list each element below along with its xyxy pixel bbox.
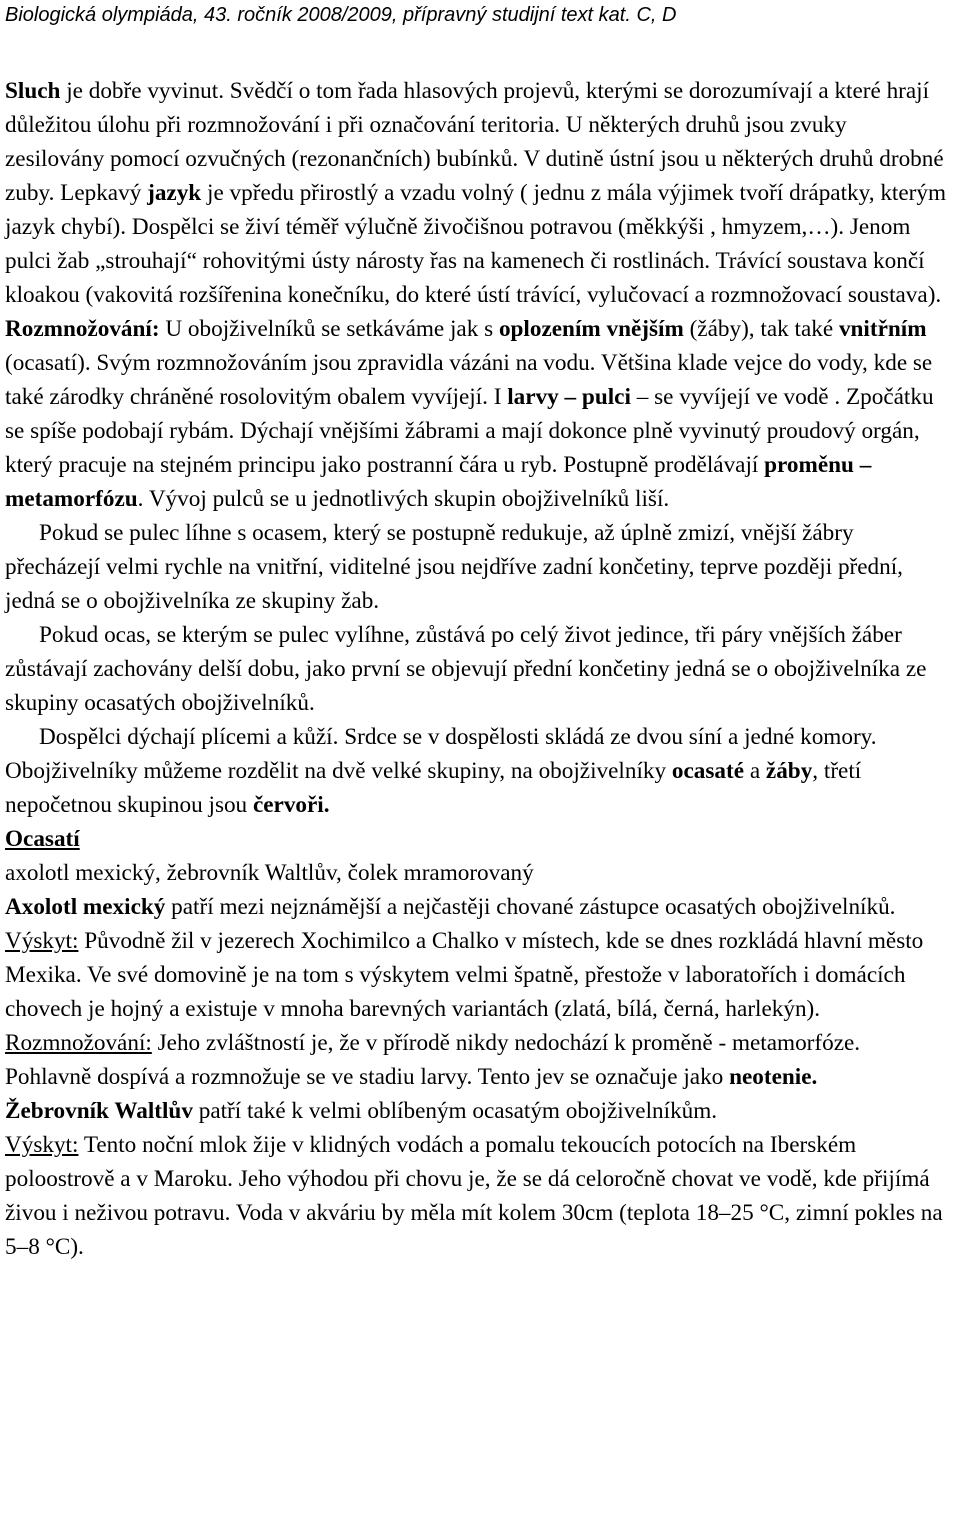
zebrovnik-intro: Žebrovník Waltlův patří také k velmi oblíbeným ocasatým obojživelníkům.	[5, 1098, 718, 1124]
species-list: axolotl mexický, žebrovník Waltlův, čolek mramorovaný	[5, 860, 534, 886]
axolotl-reproduction: Rozmnožování: Jeho zvláštností je, že v přírodě nikdy nedochází k proměně - metamorfóze. Pohlavně dospívá a rozmnožuje se ve stadiu larvy. Tento jev se označuje jako neotenie.	[5, 1030, 861, 1090]
term-zaby: žáby	[765, 758, 813, 784]
section-heading-ocasati: Ocasatí	[5, 826, 80, 852]
running-header: Biologická olympiáda, 43. ročník 2008/2009, přípravný studijní text kat. C, D	[5, 4, 677, 26]
term-rozmnozovani: Rozmnožování:	[5, 316, 160, 342]
term-cervori: červoři.	[252, 792, 330, 818]
paragraph-reproduction: Rozmnožování: U obojživelníků se setkáváme jak s oplozením vnějším (žáby), tak také vnitřním (ocasatí). Svým rozmnožováním jsou zpravidla vázáni na vodu. Většina klade vejce do vody, kde se také zárodky chráněné rosolovitým obalem vyvíjejí. I larvy – pulci – se vyvíjejí ve vodě . Zpočátku se spíše podobají rybám. Dýchají vnějšími žábrami a mají dokonce plně vyvinutý proudový orgán, který pracuje na stejném principu jako postranní čára u ryb. Postupně prodělávají proměnu – metamorfózu. Vývoj pulců se u jednotlivých skupin obojživelníků liší.	[5, 316, 934, 512]
axolotl-intro: Axolotl mexický patří mezi nejznámější a nejčastěji chované zástupce ocasatých obojživelníků.	[5, 894, 896, 920]
paragraph-hearing: Sluch je dobře vyvinut. Svědčí o tom řada hlasových projevů, kterými se dorozumívají a které hrají důležitou úlohu při rozmnožování i při označování teritoria. U některých druhů jsou zvuky zesilovány pomocí ozvučných (rezonančních) bubínků. V dutině ústní jsou u některých druhů drobné zuby. Lepkavý jazyk je vpředu přirostlý a vzadu volný ( jednu z mála výjimek tvoří drápatky, kterým jazyk chybí). Dospělci se živí téměř výlučně živočišnou potravou (měkkýši , hmyzem,…). Jenom pulci žab „strouhají“ rohovitými ústy nárosty řas na kamenech či rostlinách. Trávící soustava končí kloakou (vakovitá rozšířenina konečníku, do které ústí trávící, vylučovací a rozmnožovací soustava).	[5, 78, 946, 308]
label-vyskyt: Výskyt:	[5, 928, 79, 954]
term-neotenie: neotenie.	[729, 1064, 818, 1090]
species-name-zebrovnik: Žebrovník Waltlův	[5, 1098, 193, 1124]
paragraph-adults: Dospělci dýchají plícemi a kůží. Srdce se v dospělosti skládá ze dvou síní a jedné komory. Obojživelníky můžeme rozdělit na dvě velké skupiny, na obojživelníky ocasaté a žáby, třetí nepočetnou skupinou jsou červoři.	[5, 724, 877, 818]
term-vnitrnim: vnitřním	[838, 316, 927, 342]
axolotl-occurrence: Výskyt: Původně žil v jezerech Xochimilco a Chalko v místech, kde se dnes rozkládá hlavní město Mexika. Ve své domovině je na tom s výskytem velmi špatně, přestože v laboratořích i domácích chovech je hojný a existuje v mnoha barevných variantách (zlatá, bílá, černá, harlekýn).	[5, 928, 924, 1022]
label-rozmnozovani: Rozmnožování:	[5, 1030, 152, 1056]
term-oplozeni-vnejsi: oplozením vnějším	[498, 316, 684, 342]
term-larvy-pulci: larvy – pulci	[507, 384, 631, 410]
label-vyskyt: Výskyt:	[5, 1132, 79, 1158]
paragraph-frogs: Pokud se pulec líhne s ocasem, který se postupně redukuje, až úplně zmizí, vnější žábry přecházejí velmi rychle na vnitřní, viditelné jsou nejdříve zadní končetiny, teprve později přední, jedná se o obojživelníka ze skupiny žab.	[5, 520, 903, 614]
term-sluch: Sluch	[5, 78, 61, 104]
zebrovnik-occurrence: Výskyt: Tento noční mlok žije v klidných vodách a pomalu tekoucích potocích na Iberském poloostrově a v Maroku. Jeho výhodou při chovu je, že se dá celoročně chovat ve vodě, kde přijímá živou i neživou potravu. Voda v akváriu by měla mít kolem 30cm (teplota 18‒25 °C, zimní pokles na 5‒8 °C).	[5, 1132, 943, 1260]
paragraph-caudates: Pokud ocas, se kterým se pulec vylíhne, zůstává po celý život jedince, tři páry vnějších žáber zůstávají zachovány delší dobu, jako první se objevují přední končetiny jedná se o obojživelníka ze skupiny ocasatých obojživelníků.	[5, 622, 927, 716]
species-name-axolotl: Axolotl mexický	[5, 894, 166, 920]
term-metamorfoza: proměnu – metamorfózu	[5, 452, 872, 512]
term-ocasate: ocasaté	[671, 758, 745, 784]
term-jazyk: jazyk	[147, 180, 202, 206]
